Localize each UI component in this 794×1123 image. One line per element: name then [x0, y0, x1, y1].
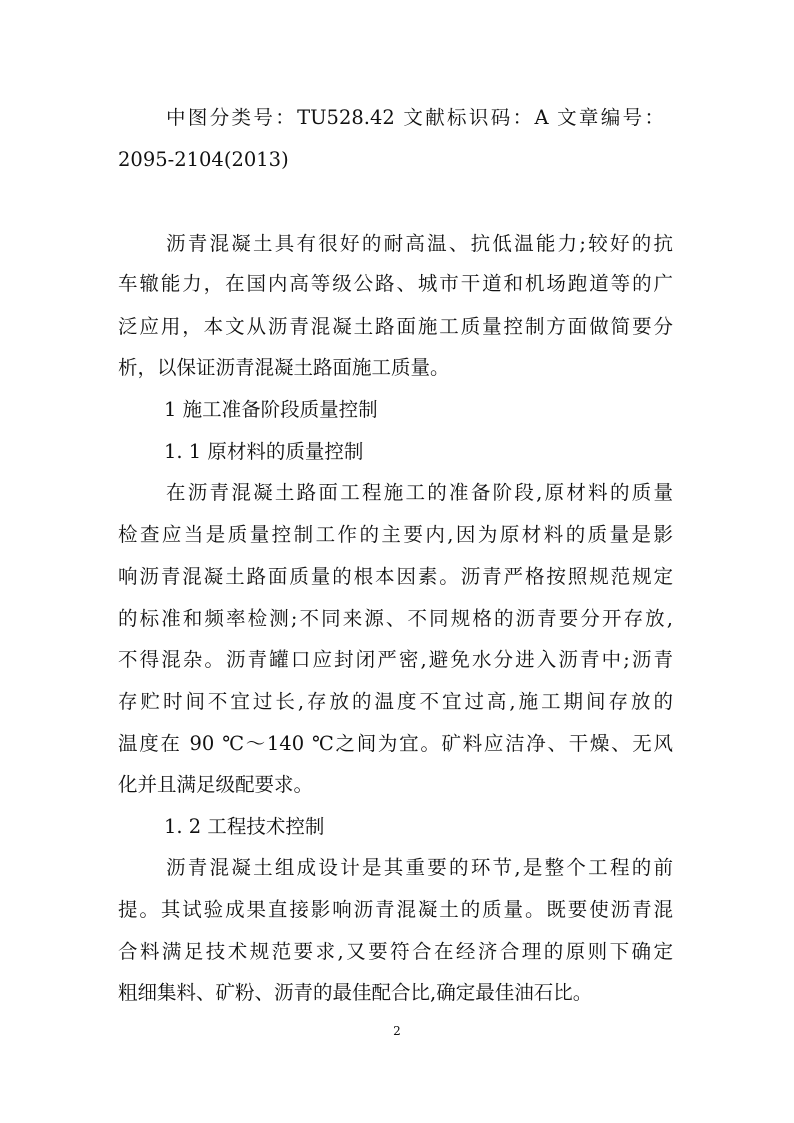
s11-text-6: 存贮时间不宜过长,存放的温度不宜过高,施工期间存放的 [118, 690, 673, 713]
s11-text-2: 检查应当是质量控制工作的主要内,因为原材料的质量是影 [118, 523, 673, 546]
s12-text-4: 粗细集料、矿粉、沥青的最佳配合比,确定最佳油石比。 [118, 981, 593, 1004]
s12-line-3 [0, 940, 794, 964]
s11-line-5 [0, 648, 794, 672]
section-1-2-heading-text: 1. 2 工程技术控制 [164, 815, 325, 838]
intro-line-3 [0, 315, 794, 339]
classification-text-1: 中图分类号：TU528.42 文献标识码：A 文章编号： [166, 106, 664, 129]
s12-text-2: 提。其试验成果直接影响沥青混凝土的质量。既要使沥青混 [118, 898, 673, 921]
classification-line-1 [0, 106, 794, 130]
s11-text-7: 温度在 90 ℃～140 ℃之间为宜。矿料应洁净、干燥、无风 [118, 732, 673, 755]
s11-text-1: 在沥青混凝土路面工程施工的准备阶段,原材料的质量 [166, 481, 673, 504]
section-1-1-heading-text: 1. 1 原材料的质量控制 [164, 440, 364, 463]
s11-line-7 [0, 732, 794, 756]
intro-line-1 [0, 232, 794, 256]
intro-text-3: 泛应用，本文从沥青混凝土路面施工质量控制方面做简要分 [118, 315, 673, 338]
s11-text-3: 响沥青混凝土路面质量的根本因素。沥青严格按照规范规定 [118, 565, 673, 588]
s11-line-1 [0, 481, 794, 505]
classification-text-2: 2095-2104(2013) [118, 148, 289, 171]
section-1-heading-text: 1 施工准备阶段质量控制 [164, 398, 378, 421]
s12-text-1: 沥青混凝土组成设计是其重要的环节,是整个工程的前 [166, 856, 673, 879]
s12-text-3: 合料满足技术规范要求,又要符合在经济合理的原则下确定 [118, 940, 673, 963]
intro-line-2 [0, 272, 794, 296]
s11-line-4 [0, 607, 794, 631]
intro-text-1: 沥青混凝土具有很好的耐高温、抗低温能力;较好的抗 [166, 232, 673, 255]
s11-text-5: 不得混杂。沥青罐口应封闭严密,避免水分进入沥青中;沥青 [118, 648, 673, 671]
s11-text-8: 化并且满足级配要求。 [118, 773, 314, 796]
intro-text-4: 析，以保证沥青混凝土路面施工质量。 [118, 356, 450, 379]
s11-text-4: 的标准和频率检测;不同来源、不同规格的沥青要分开存放, [118, 607, 673, 630]
page-number: 2 [393, 1024, 401, 1038]
s11-line-6 [0, 690, 794, 714]
s12-line-1 [0, 856, 794, 880]
s11-line-3 [0, 565, 794, 589]
s11-line-2 [0, 523, 794, 547]
s12-line-2 [0, 898, 794, 922]
intro-text-2: 车辙能力，在国内高等级公路、城市干道和机场跑道等的广 [118, 272, 673, 295]
